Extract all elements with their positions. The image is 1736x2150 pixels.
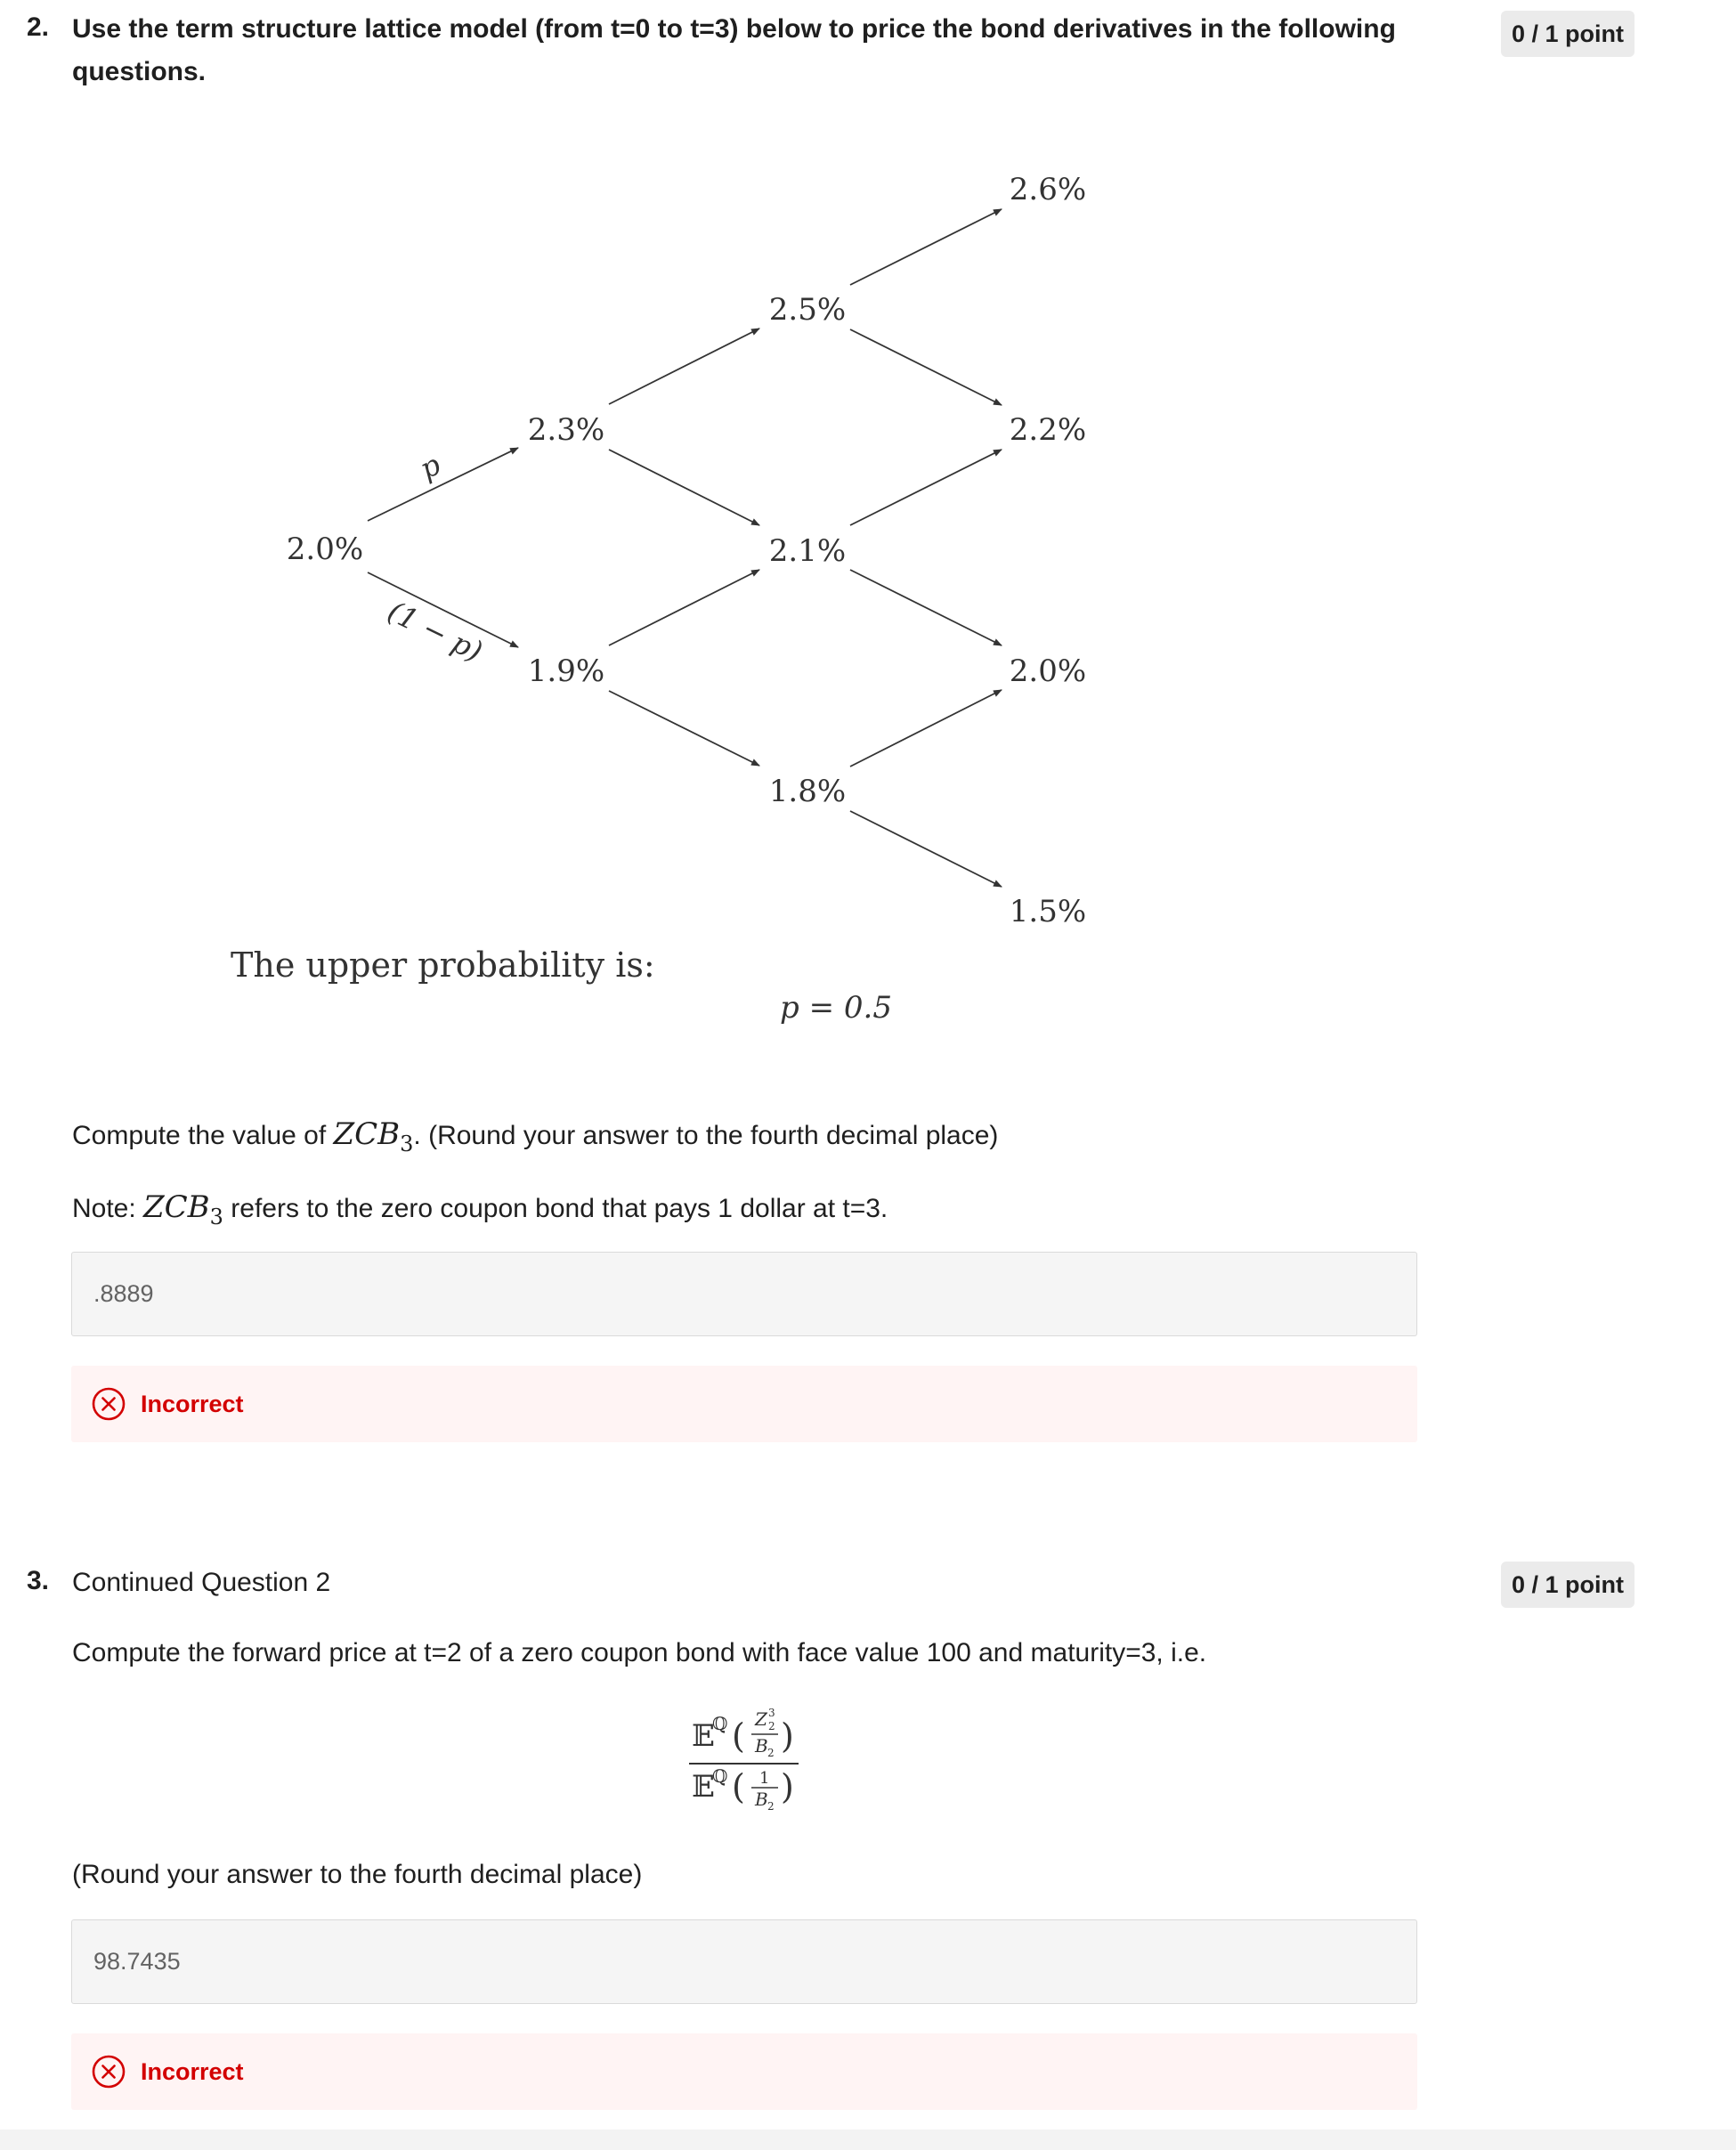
formula-numerator-z: Z [755, 1708, 767, 1730]
question-3-title: Continued Question 2 [72, 1568, 331, 1597]
formula-denominator-b-sub: 2 [767, 1800, 775, 1813]
up-probability-label: p [414, 447, 446, 486]
rate-node-t2-dd: 1.8% [768, 774, 847, 809]
formula-denominator-paren-close: ) [781, 1767, 794, 1806]
edge-t2ud-down [850, 570, 1002, 645]
question-3-number: 3. [27, 1566, 50, 1595]
rate-node-t0: 2.0% [286, 531, 364, 567]
edge-t1d-down [609, 691, 759, 766]
prompt-text-after: . (Round your answer to the fourth decimal place) [413, 1121, 999, 1150]
formula-denominator-one: 1 [759, 1769, 770, 1788]
question-2-title-line-1: Use the term structure lattice model (from t=0 to t=3) below to price the bond derivatives in the following [72, 14, 1396, 44]
question-2-title-line-2: questions. [72, 57, 207, 86]
rate-node-t3-uud: 2.2% [1009, 412, 1087, 448]
note-zcb3-math [143, 1189, 223, 1229]
term-structure-lattice [0, 0, 1736, 1068]
p-value-label: p = 0.5 [780, 990, 892, 1026]
question-2-feedback-label: Incorrect [141, 1390, 244, 1417]
formula-denominator-q: ℚ [712, 1765, 728, 1787]
rate-node-t1-down: 1.9% [527, 653, 605, 689]
formula-numerator-q: ℚ [712, 1713, 728, 1734]
question-2-answer-input[interactable] [71, 1252, 1417, 1336]
formula-denominator-expectation: 𝔼 [692, 1769, 715, 1805]
zcb-subscript: 3 [400, 1131, 414, 1156]
formula-denominator-paren-open: ( [732, 1767, 745, 1806]
formula-numerator-paren-close: ) [781, 1716, 794, 1756]
edge-t1d-up [609, 570, 759, 645]
question-3-round-note: (Round your answer to the fourth decimal place) [72, 1860, 643, 1889]
question-2-feedback [71, 1366, 1417, 1442]
edge-t1u-down [609, 450, 759, 525]
question-3-feedback [71, 2033, 1417, 2110]
upper-probability-caption: The upper probability is: [231, 945, 655, 985]
edge-t1u-up [609, 329, 759, 404]
rate-node-t3-udd: 2.0% [1009, 653, 1087, 689]
edge-t2dd-up [850, 690, 1002, 767]
question-2-number: 2. [27, 12, 50, 42]
note-zcb-subscript: 3 [209, 1204, 223, 1229]
bottom-scroll-strip [0, 2130, 1736, 2150]
zcb-symbol: ZCB [333, 1116, 401, 1152]
forward-price-formula [677, 1696, 819, 1821]
question-2-note [72, 1189, 888, 1229]
rate-node-t3-ddd: 1.5% [1009, 894, 1087, 929]
formula-numerator-b-sub: 2 [767, 1747, 775, 1759]
question-2-points-badge: 0 / 1 point [1501, 11, 1635, 57]
rate-node-t1-up: 2.3% [527, 412, 605, 448]
formula-numerator-z-sub: 2 [768, 1720, 775, 1732]
formula-numerator-expectation: 𝔼 [692, 1718, 715, 1754]
question-3-answer-value: 98.7435 [93, 1948, 181, 1975]
edge-t2uu-down [850, 329, 1002, 405]
close-circle-icon [91, 2054, 126, 2089]
rate-node-t2-ud: 2.1% [768, 533, 847, 569]
formula-numerator-z-sup: 3 [768, 1707, 775, 1719]
edge-t2dd-down [850, 811, 1002, 887]
question-3-prompt: Compute the forward price at t=2 of a zero coupon bond with face value 100 and maturity=3, i.e. [72, 1638, 1207, 1667]
question-2-prompt [72, 1116, 998, 1156]
formula-numerator-paren-open: ( [732, 1716, 745, 1756]
prompt-text-before: Compute the value of [72, 1121, 334, 1150]
edge-t0-up [368, 448, 518, 521]
zcb3-math [333, 1116, 414, 1156]
note-text-before: Note: [72, 1194, 144, 1223]
edge-t2ud-up [850, 450, 1002, 525]
question-3-points-badge: 0 / 1 point [1501, 1562, 1635, 1608]
formula-numerator-b: B [755, 1735, 768, 1757]
formula-denominator-b: B [755, 1789, 768, 1810]
close-circle-icon [91, 1386, 126, 1422]
question-2-answer-value: .8889 [93, 1280, 154, 1307]
rate-node-t2-uu: 2.5% [768, 292, 847, 328]
question-3-feedback-label: Incorrect [141, 2057, 244, 2085]
rate-node-t3-uuu: 2.6% [1009, 172, 1087, 207]
note-zcb-symbol: ZCB [143, 1189, 210, 1225]
edge-t2uu-up [850, 209, 1002, 285]
down-probability-label: (1 − p) [382, 594, 488, 669]
question-3-answer-input[interactable] [71, 1919, 1417, 2004]
note-text-after: refers to the zero coupon bond that pays 1 dollar at t=3. [223, 1194, 888, 1223]
